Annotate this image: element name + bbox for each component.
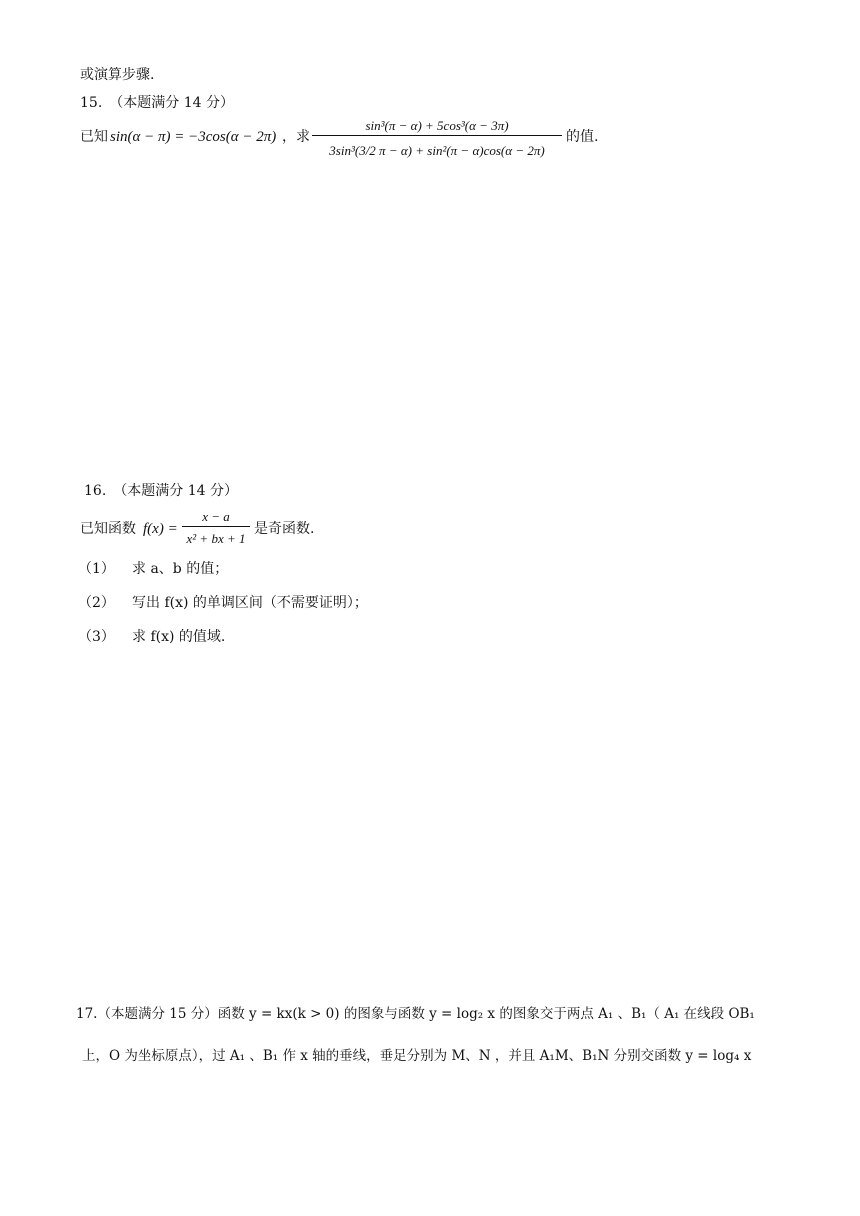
q15-denominator: 3sin³(3/2 π − α) + sin²(π − α)cos(α − 2π) [312,135,562,157]
q15-given-prefix: 已知 [80,129,108,145]
q16-part-1-text: 求 a、b 的值； [132,561,229,577]
q15-numerator: sin³(π − α) + 5cos³(α − 3π) [365,118,509,133]
q16-part-2-text: 写出 f(x) 的单调区间（不需要证明）； [132,595,368,611]
q15-header: 15. （本题满分 14 分） [80,95,234,111]
q15-ask-prefix: ，求 [282,129,310,145]
q16-numerator: x − a [202,509,230,524]
q17-line-1: 17.（本题满分 15 分）函数 y = kx(k > 0) 的图象与函数 y = log₂ x 的图象交于两点 A₁ 、B₁（ A₁ 在线段 OB₁ [76,1006,755,1022]
q16-fraction [182,510,250,545]
q16-part-2-number: （2） [78,595,115,611]
q16-part-1-number: （1） [78,561,115,577]
q15-ask-suffix: 的值. [566,129,599,145]
q16-part-3-number: （3） [78,629,115,645]
q16-func-lhs: f(x) = [143,521,178,537]
q17-line-2: 上，O 为坐标原点），过 A₁ 、B₁ 作 x 轴的垂线，垂足分别为 M、N ，并且 A₁M、B₁N 分别交函数 y = log₄ x [82,1048,752,1064]
q16-denominator: x² + bx + 1 [182,526,250,545]
q16-tail: 是奇函数. [254,521,315,537]
q15-fraction [312,119,562,157]
q15-given-formula: sin(α − π) = −3cos(α − 2π) [110,129,277,145]
q16-lead: 已知函数 [80,521,136,537]
q16-header: 16. （本题满分 14 分） [84,483,238,499]
q16-part-3-text: 求 f(x) 的值域. [132,629,226,645]
intro-text: 或演算步骤. [80,67,155,83]
